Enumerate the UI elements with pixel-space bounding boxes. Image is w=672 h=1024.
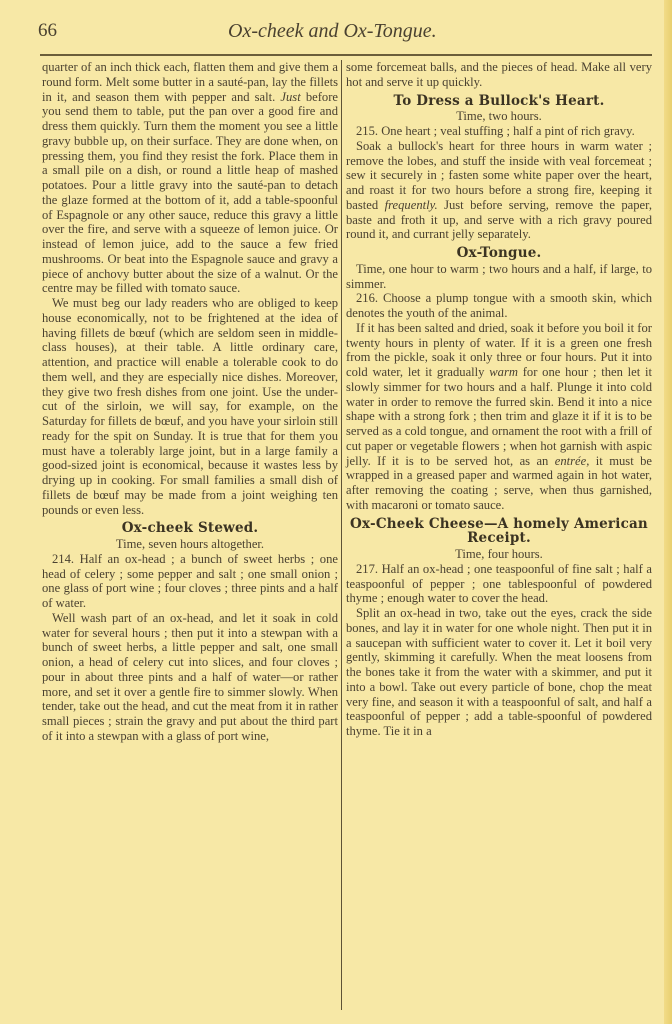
italic-text: entrée,: [554, 453, 590, 468]
page-header: [38, 20, 650, 44]
paragraph: 217. Half an ox-head ; one teaspoonful of fine salt ; half a teaspoonful of pepper ; one tablespoonful of powdered thyme ; enough water to cover the head.: [346, 561, 652, 606]
text: Soak a bullock's heart for three hours in warm water ; remove the lobes, and stuff the inside with veal forcemeat ; sew it securely in ; fasten some white paper over the heart, and roast it for two hours before a strong fire, keeping it basted: [346, 138, 652, 212]
heading-ox-cheek-stewed: Ox-cheek Stewed.: [121, 520, 259, 537]
italic-text: warm: [489, 365, 518, 379]
running-title: Ox-cheek and Ox-Tongue.: [228, 20, 437, 42]
column-divider: [341, 60, 342, 1010]
paragraph: 214. Half an ox-head ; a bunch of sweet herbs ; one head of celery ; some pepper and salt ; one small onion ; one glass of port wine ; four cloves ; three pints and a half of water.: [42, 551, 338, 610]
paragraph: Well wash part of an ox-head, and let it soak in cold water for several hours ; then put it into a stewpan with a bunch of sweet herbs, a little pepper and salt, one small onion, a head of celery cut into slices, and four cloves ; pour in about three pints and a half of water—or rather more, and set it over a gentle fire to simmer slowly. When tender, take out the head, and cut the meat from it in rather small pieces ; strain the gravy and put about the third part of it into a stewpan with a glass of port wine,: [42, 610, 338, 743]
cooking-time: Time, four hours.: [455, 547, 543, 561]
cooking-time: Time, one hour to warm ; two hours and a half, if large, to simmer.: [346, 261, 652, 291]
italic-text: frequently.: [384, 197, 438, 212]
paragraph: some forcemeat balls, and the pieces of head. Make all very hot and serve it up quickly.: [346, 60, 652, 89]
text: it must be wrapped in a greased paper and warmed again in hot water, after removing the coating ; serve, when thus garnished, with macaroni or tomato sauce.: [346, 453, 652, 512]
italic-text: Just: [280, 89, 301, 104]
heading-ox-tongue: Ox-Tongue.: [456, 245, 542, 261]
paragraph: [346, 139, 652, 242]
text: for one hour ; then let it slowly simmer for two hours and a half. Plunge it into cold water in order to remove the furred skin. Bend it into a nice shape with a strong fork ; then trim and glaze it if it is to be served as a cold tongue, and ornament the root with a frill of cut paper or vegetable flowers ; when hot garnish with aspic jelly. If it is to be served hot, as an: [346, 365, 652, 468]
cooking-time: Time, two hours.: [456, 109, 542, 124]
cooking-time: Time, seven hours altogether.: [115, 537, 265, 551]
left-column: [42, 60, 338, 744]
text: If it has been salted and dried, soak it before you boil it for twenty hours in plenty of water. If it is a green one fresh from the pickle, soak it only three or four hours. Put it into cold water, let it gradually: [346, 320, 652, 379]
right-column: [346, 60, 652, 739]
paragraph: 215. One heart ; veal stuffing ; half a pint of rich gravy.: [356, 124, 635, 138]
page-edge: [664, 0, 672, 1024]
paragraph: [346, 321, 652, 513]
header-rule: [40, 54, 652, 56]
heading-bullocks-heart: To Dress a Bullock's Heart.: [393, 92, 605, 109]
paragraph: [42, 60, 338, 296]
paragraph: Split an ox-head in two, take out the eyes, crack the side bones, and lay it in water for one whole night. Then put it in a saucepan with sufficient water to cover it. Let it boil very gently, skimming it carefully. When the meat loosens from the bones take it from the water with a skimmer, and put it into a bowl. Take out every particle of bone, chop the meat very fine, and season it with a teaspoonful of salt, and half a teaspoonful of pepper ; add a table-spoonful of powdered thyme. Tie it in a: [346, 606, 652, 738]
paragraph: We must beg our lady readers who are obliged to keep house economically, not to be frightened at the idea of having fillets de bœuf (which are seldom seen in middle-class houses), at their table. A little ordinary care, attention, and practice will enable a tolerable cook to do them well, and they are especially nice dishes. Moreover, they give two fresh dishes from one joint. Use the under-cut of the sirloin, we will say, for example, on the Saturday for fillets de bœuf, and you have your sirloin still ready for the spit on Sunday. It is true that for them you must have a tolerably large joint, but in a large family a good-sized joint is economical, because it wastes less by drying up in cooking. For small families a small dish of fillets de bœuf may be made from a joint weighing ten pounds or even less.: [42, 296, 338, 517]
text: Just before serving, remove the paper, baste and froth it up, and serve with a rich gravy poured round it, and currant jelly separately.: [346, 197, 652, 242]
text: before you send them to table, put the pan over a good fire and dress them quickly. Turn them the moment you see a little gravy bubble up, on their surface. They are done when, on pressing them, you find they resist the fork. Place them in a small pile on a dish, or round a little heap of mashed potatoes. Pour a little gravy into the sauté-pan to detach the glaze formed at the bottom of it, add a table-spoonful of Espagnole or any other sauce, reduce this gravy a little over the fire, and serve with a squeeze of lemon juice. Or instead of lemon juice, add to the sauce a few fried mushrooms. Or beat into the Espagnole sauce and gravy a piece of anchovy butter about the size of a walnut. Or the centre may be filled with tomato sauce.: [42, 89, 338, 296]
heading-ox-cheek-cheese: Ox-Cheek Cheese—A homely American Receipt.: [350, 515, 648, 547]
page-number: 66: [38, 20, 57, 41]
paragraph: 216. Choose a plump tongue with a smooth skin, which denotes the youth of the animal.: [346, 291, 652, 320]
text: quarter of an inch thick each, flatten them and give them a round form. Melt some butter in a sauté-pan, lay the fillets in it, and season them with pepper and salt.: [42, 60, 338, 104]
